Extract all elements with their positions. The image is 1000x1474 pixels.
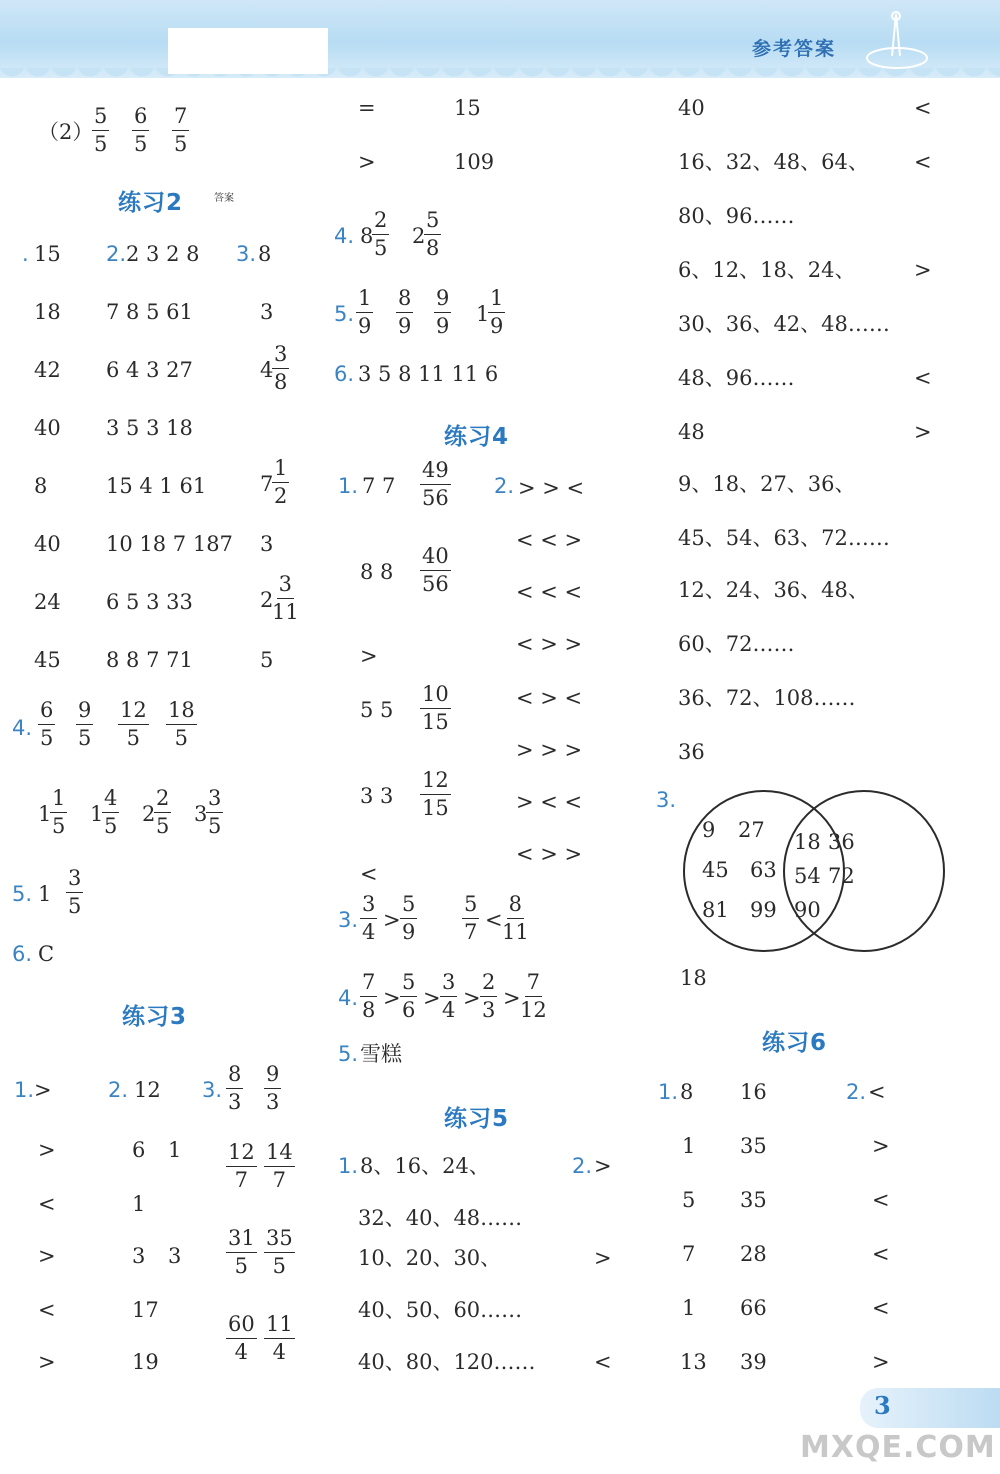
venn-left-circle [684,791,844,951]
p3-compare-symbol: < [38,1298,56,1322]
p3-compare-symbol: > [38,1244,56,1268]
q6-answer: C [38,942,55,966]
p4-q3-symbol: > [383,908,401,932]
p4-q4-fraction [520,972,547,1021]
p6-answer: 5 [682,1188,696,1212]
p4-answer: < [360,862,378,886]
section-title-practice-3: 练习3 [122,1004,188,1030]
denominator: 9 [436,314,450,338]
q4-mixed-fraction [154,788,171,837]
part2-fraction [92,106,109,155]
p3-compare-symbol: > [34,1078,52,1102]
p4-q3-symbol: < [485,908,503,932]
numerator: 12 [226,1142,257,1167]
p4-q3-fraction [360,894,377,943]
answer-cell-q1: 45 [34,648,61,672]
section-subtitle: 答案 [214,193,234,204]
compare-symbol: < [914,150,932,174]
compare-symbol: > [358,150,376,174]
numerator: 9 [264,1064,281,1089]
multiples-line: 48、96…… [678,366,795,390]
numerator: 9 [76,700,93,725]
denominator: 4 [442,998,456,1022]
denominator: 6 [402,998,416,1022]
p4-question-label-1: 1. [338,474,359,498]
denominator: 8 [274,370,288,394]
answer-cell-q1: 15 [34,242,61,266]
numerator: 14 [264,1142,295,1167]
question-label-6: 6. [334,362,355,386]
mixed-number-whole: 4 [260,358,274,382]
numerator: 12 [118,700,149,725]
denominator: 5 [52,814,66,838]
p3-fraction [226,1228,257,1277]
mixed-number-fraction [272,574,299,623]
q5-fraction [66,868,83,917]
p4-q4-symbol: > [423,986,441,1010]
numerator: 3 [66,868,83,893]
denominator: 5 [374,236,388,260]
p5-compare-symbol: > [594,1154,612,1178]
p6-compare-symbol: > [872,1134,890,1158]
section-title-practice-2: 练习2 [118,190,184,216]
p5-multiples-line: 32、40、48…… [358,1206,523,1230]
pen-holder-icon [862,6,932,74]
p4-question-label-3: 3. [338,908,359,932]
denominator: 7 [464,920,478,944]
p6-answer: 16 [740,1080,767,1104]
answer-value: 15 [454,96,481,120]
answer-cell-q2: 15 4 1 61 [106,474,207,498]
p4-answer: 8 8 [360,560,394,584]
q4-mixed-fraction [50,788,67,837]
denominator: 12 [520,998,547,1022]
denominator: 5 [272,1254,287,1278]
p6-answer: 39 [740,1350,767,1374]
compare-symbol: < [914,366,932,390]
venn-left-value: 99 [750,898,777,922]
multiples-line: 48 [678,420,705,444]
multiples-line: 6、12、18、24、 [678,258,856,282]
p5-question-label-1: 1. [338,1154,359,1178]
question-label-5: 5. [334,302,355,326]
denominator: 9 [490,314,504,338]
banner-blank-patch [168,28,328,74]
q5-answer: 1 [38,882,52,906]
p6-compare-symbol: < [872,1188,890,1212]
answer-cell-q2: 8 8 7 71 [106,648,193,672]
p3-fraction [264,1228,295,1277]
p4-q4-symbol: > [463,986,481,1010]
p3-answer-value: 1 [132,1192,146,1216]
numerator: 10 [420,684,451,709]
q4-mixed-fraction [206,788,223,837]
venn-left-value: 27 [738,818,765,842]
compare-symbol: > [914,258,932,282]
p4-q4-fraction [480,972,497,1021]
numerator: 7 [172,106,189,131]
p5-compare-symbol: > [594,1246,612,1270]
question-label-4: 4. [334,224,355,248]
p6-answer: 1 [682,1134,696,1158]
compare-symbol: = [358,96,376,120]
p4-compare-row: < < > [516,528,583,552]
watermark: MXQE.COM [800,1430,996,1465]
p4-compare-row: < > < [516,686,583,710]
numerator: 1 [50,788,67,813]
mixed-number-fraction [272,344,289,393]
q4-mixed-fraction [102,788,119,837]
header-banner [0,0,1000,78]
denominator: 2 [274,484,288,508]
q4-fraction [118,700,149,749]
numerator: 7 [360,972,377,997]
venn-left-value: 45 [702,858,729,882]
p5-question-label-2: 2. [572,1154,593,1178]
p4-compare-row: > > > [516,738,583,762]
p4-q4-symbol: > [383,986,401,1010]
p6-compare-symbol: < [872,1296,890,1320]
q4-fraction [76,700,93,749]
denominator: 15 [422,796,449,820]
denominator: 3 [482,998,496,1022]
numerator: 5 [424,210,441,235]
numerator: 11 [264,1314,295,1339]
answer-cell-q3: 3 [260,532,274,556]
numerator: 8 [507,894,524,919]
numerator: 5 [400,972,417,997]
p5-compare-symbol: < [594,1350,612,1374]
denominator: 5 [78,726,92,750]
p4-q3-fraction [400,894,417,943]
multiples-line: 9、18、27、36、 [678,472,856,496]
numerator: 1 [356,288,373,313]
p4-q4-fraction [400,972,417,1021]
p5-multiples-line: 40、50、60…… [358,1298,523,1322]
denominator: 3 [266,1090,280,1114]
denominator: 4 [234,1340,249,1364]
q4-mixed-fraction [372,210,389,259]
numerator: 7 [525,972,542,997]
p3-compare-symbol: < [38,1192,56,1216]
q5-mixed-whole: 1 [476,302,490,326]
multiples-line: 12、24、36、48、 [678,578,869,602]
q5-fraction [434,288,451,337]
answer-cell-q1: 18 [34,300,61,324]
p3-answer-value: 17 [132,1298,159,1322]
denominator: 5 [94,132,108,156]
p4-q4-symbol: > [503,986,521,1010]
denominator: 15 [422,710,449,734]
answer-cell-q1: 24 [34,590,61,614]
multiples-line: 80、96…… [678,204,795,228]
answer-cell-q2: 10 18 7 187 [106,532,233,556]
denominator: 8 [426,236,440,260]
venn-left-value: 81 [702,898,729,922]
mixed-number-whole: 7 [260,472,274,496]
p6-answer: 7 [682,1242,696,1266]
numerator: 2 [480,972,497,997]
denominator: 11 [502,920,529,944]
p3-question-label-2: 2. [108,1078,129,1102]
mixed-number-whole: 2 [260,588,274,612]
numerator: 31 [226,1228,257,1253]
p4-fraction [420,770,451,819]
section-title-practice-6: 练习6 [762,1030,828,1056]
denominator: 5 [234,1254,249,1278]
denominator: 8 [362,998,376,1022]
p4-q3-fraction [462,894,479,943]
denominator: 5 [208,814,222,838]
venn-right-circle [784,791,944,951]
answer-cell-q1: 40 [34,532,61,556]
numerator: 5 [92,106,109,131]
p6-compare-symbol: < [872,1242,890,1266]
p6-compare-symbol: < [868,1080,886,1104]
question-label-3: 3. [236,242,257,266]
q4-mixed-whole: 3 [194,802,208,826]
numerator: 9 [434,288,451,313]
p6-answer: 8 [680,1080,694,1104]
p4-compare-row: > < < [516,790,583,814]
numerator: 2 [154,788,171,813]
compare-symbol: < [914,96,932,120]
p4-fraction [420,684,451,733]
p3-answer-value: 6 [132,1138,146,1162]
denominator: 9 [358,314,372,338]
p4-fraction [420,546,451,595]
venn-intersection-value: 54 [794,864,821,888]
denominator: 4 [362,920,376,944]
p4-fraction [420,460,451,509]
answer-cell-q2: 3 5 3 18 [106,416,193,440]
answer-value: 109 [454,150,495,174]
p4-q4-fraction [440,972,457,1021]
numerator: 49 [420,460,451,485]
answer-cell-q2: 6 4 3 27 [106,358,193,382]
mixed-number-fraction [272,458,289,507]
answer-cell-q3: 3 [260,300,274,324]
question-label-1: . [22,242,29,266]
denominator: 5 [174,726,189,750]
p3-question-label-3: 3. [202,1078,223,1102]
denominator: 56 [422,572,449,596]
p6-answer: 35 [740,1134,767,1158]
q4-mixed-fraction [424,210,441,259]
p4-answer: 5 5 [360,698,394,722]
venn-intersection-value: 90 [794,898,821,922]
denominator: 5 [68,894,82,918]
part2-fraction [172,106,189,155]
p4-answer: 7 7 [362,474,396,498]
numerator: 8 [226,1064,243,1089]
question-label-2: 2. [106,242,127,266]
p3-answer-value: 19 [132,1350,159,1374]
numerator: 5 [400,894,417,919]
numerator: 4 [102,788,119,813]
section-title-practice-5: 练习5 [444,1106,510,1132]
part2-label: （2） [38,120,94,144]
p4-compare-row: > > < [518,476,585,500]
answer-cell-q1: 8 [34,474,48,498]
p4-compare-row: < > > [516,842,583,866]
multiples-line: 45、54、63、72…… [678,526,890,550]
answer-cell-q3: 8 [258,242,272,266]
answer-cell-q3: 5 [260,648,274,672]
venn-intersection-value: 36 [828,830,855,854]
denominator: 4 [272,1340,287,1364]
denominator: 5 [156,814,170,838]
numerator: 35 [264,1228,295,1253]
p4-answer: > [360,644,378,668]
p6-question-label-2: 2. [846,1080,867,1104]
venn-diagram [676,788,952,954]
denominator: 56 [422,486,449,510]
q4-fraction [166,700,197,749]
numerator: 40 [420,546,451,571]
page-number: 3 [874,1391,891,1420]
numerator: 2 [372,210,389,235]
p4-question-label-2: 2. [494,474,515,498]
numerator: 6 [132,106,149,131]
q4-mixed-whole: 8 [360,224,374,248]
numerator: 1 [488,288,505,313]
venn-left-value: 9 [702,818,716,842]
numerator: 18 [166,700,197,725]
denominator: 7 [234,1168,249,1192]
p3-answer-value: 3 [132,1244,146,1268]
p4-q3-fraction [502,894,529,943]
q4-mixed-whole: 1 [38,802,52,826]
question-label-5: 5. [12,882,33,906]
p3-compare-symbol: > [38,1350,56,1374]
multiples-line: 40 [678,96,705,120]
denominator: 5 [174,132,188,156]
answer-cell-q2: 6 5 3 33 [106,590,193,614]
q5-fraction [396,288,413,337]
question-label-6: 6. [12,942,33,966]
numerator: 12 [420,770,451,795]
p3-answer-value: 12 [134,1078,161,1102]
venn-intersection-value: 72 [828,864,855,888]
denominator: 5 [40,726,54,750]
answer-cell-q1: 42 [34,358,61,382]
multiples-line: 16、32、48、64、 [678,150,869,174]
multiples-line: 36 [678,740,705,764]
numerator: 6 [38,700,55,725]
numerator: 8 [396,288,413,313]
numerator: 60 [226,1314,257,1339]
p6-answer: 1 [682,1296,696,1320]
answer-cell-q2: 2 3 2 8 [126,242,200,266]
numerator: 3 [272,344,289,369]
compare-symbol: > [914,420,932,444]
p3-fraction [226,1314,257,1363]
section-title-practice-4: 练习4 [444,424,510,450]
p3-fraction [264,1314,295,1363]
q4-mixed-whole: 2 [412,224,426,248]
p3-fraction [264,1142,295,1191]
p4-compare-row: < < < [516,580,583,604]
denominator: 9 [398,314,412,338]
denominator: 9 [402,920,416,944]
p5-multiples-line: 40、80、120…… [358,1350,536,1374]
numerator: 5 [462,894,479,919]
q5-fraction [356,288,373,337]
denominator: 7 [272,1168,287,1192]
numerator: 3 [277,574,294,599]
p4-question-label-4: 4. [338,986,359,1010]
page-title: 参考答案 [752,38,837,60]
question-label-3: 3. [656,788,677,812]
denominator: 5 [104,814,118,838]
p4-q4-fraction [360,972,377,1021]
multiples-line: 30、36、42、48…… [678,312,890,336]
p6-answer: 13 [680,1350,707,1374]
denominator: 11 [272,600,299,624]
p6-compare-symbol: > [872,1350,890,1374]
p3-answer-value: 1 [168,1138,182,1162]
answer-cell-q1: 40 [34,416,61,440]
multiples-line: 36、72、108…… [678,686,856,710]
venn-left-value: 63 [750,858,777,882]
p3-compare-symbol: > [38,1138,56,1162]
denominator: 5 [134,132,148,156]
q4-mixed-whole: 1 [90,802,104,826]
p3-fraction [226,1064,243,1113]
venn-intersection-value: 18 [794,830,821,854]
p6-answer: 66 [740,1296,767,1320]
p3-fraction [264,1064,281,1113]
answer-cell-q2: 7 8 5 61 [106,300,193,324]
numerator: 3 [360,894,377,919]
numerator: 1 [272,458,289,483]
p4-compare-row: < > > [516,632,583,656]
p3-answer-value: 3 [168,1244,182,1268]
banner-wave-edge [0,68,1000,84]
q6-answers: 3 5 8 11 11 6 [358,362,499,386]
p5-multiples-line: 8、16、24、 [360,1154,490,1178]
numerator: 3 [440,972,457,997]
p4-q5-answer: 雪糕 [360,1042,402,1066]
p4-question-label-5: 5. [338,1042,359,1066]
denominator: 3 [228,1090,242,1114]
p6-answer: 28 [740,1242,767,1266]
answer-value: 18 [680,966,707,990]
p3-fraction [226,1142,257,1191]
denominator: 5 [126,726,141,750]
q4-mixed-whole: 2 [142,802,156,826]
p6-question-label-1: 1. [658,1080,679,1104]
numerator: 3 [206,788,223,813]
question-label-4: 4. [12,716,33,740]
q5-mixed-fraction [488,288,505,337]
p5-multiples-line: 10、20、30、 [358,1246,502,1270]
q4-fraction [38,700,55,749]
multiples-line: 60、72…… [678,632,795,656]
p4-answer: 3 3 [360,784,394,808]
p6-answer: 35 [740,1188,767,1212]
p3-question-label-1: 1. [14,1078,35,1102]
part2-fraction [132,106,149,155]
